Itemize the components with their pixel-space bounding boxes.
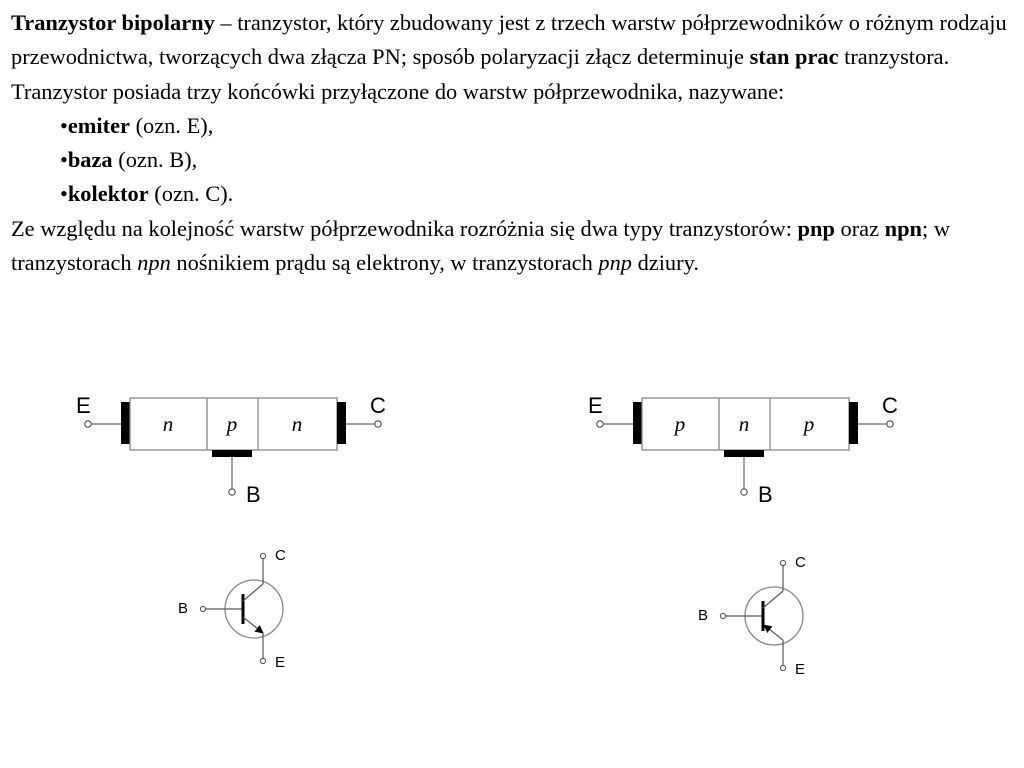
- symbol-collector-label: C: [275, 547, 286, 564]
- symbol-emitter-terminal: [780, 665, 785, 670]
- bullet: •: [60, 112, 68, 138]
- type-npn: npn: [884, 215, 922, 241]
- layer-label: p: [803, 412, 815, 436]
- pnp-structure-diagram: [588, 393, 898, 507]
- symbol-emitter-terminal: [260, 658, 265, 663]
- symbol-collector-terminal: [780, 560, 785, 565]
- terminal-desc: (ozn. B),: [112, 147, 198, 173]
- symbol-base-terminal: [720, 613, 725, 618]
- collector-label: C: [882, 393, 898, 418]
- layer-label: p: [674, 412, 686, 436]
- emitter-label: E: [588, 393, 603, 418]
- base-contact: [724, 450, 764, 457]
- bullet: •: [60, 181, 68, 207]
- layer-label: n: [162, 412, 174, 436]
- emitter-contact: [121, 402, 130, 444]
- base-terminal: [741, 489, 747, 495]
- npn-structure-diagram: [76, 393, 386, 507]
- npn-transistor-symbol: [178, 547, 286, 671]
- emitter-terminal: [85, 421, 91, 427]
- layer-label: n: [738, 412, 750, 436]
- base-label: B: [246, 482, 261, 507]
- type-npn-italic: npn: [137, 250, 171, 276]
- types-text: Ze względu na kolejność warstw półprzewodnika rozróżnia się dwa typy tranzystorów:: [11, 215, 798, 241]
- emitter-terminal: [597, 421, 603, 427]
- terminal-desc: (ozn. C).: [148, 181, 234, 207]
- layer-label: n: [291, 412, 303, 436]
- collector-terminal: [375, 421, 381, 427]
- term-bipolar-transistor: Tranzystor bipolarny: [11, 10, 215, 35]
- symbol-base-label: B: [698, 607, 709, 624]
- symbol-emitter-arrow: [243, 617, 263, 633]
- collector-label: C: [370, 393, 386, 418]
- symbol-collector-label: C: [795, 554, 806, 571]
- terminal-desc: (ozn. E),: [130, 112, 214, 138]
- symbol-collector-line: [763, 591, 783, 608]
- type-pnp-italic: pnp: [598, 250, 632, 276]
- pnp-transistor-symbol: [698, 554, 806, 678]
- types-text: dziury.: [631, 250, 699, 276]
- symbol-emitter-label: E: [795, 661, 806, 678]
- terminal-name: kolektor: [67, 181, 149, 207]
- paragraph-terminals: Tranzystor posiada trzy końcówki przyłączone do warstw półprzewodnika, nazywane:: [11, 78, 785, 104]
- collector-contact: [849, 402, 858, 444]
- term-stan-prac: stan prac: [749, 44, 839, 70]
- terminal-name: baza: [67, 147, 113, 173]
- symbol-base-label: B: [178, 600, 189, 617]
- collector-contact: [337, 402, 346, 444]
- symbol-base-terminal: [200, 606, 205, 611]
- symbol-collector-terminal: [260, 553, 265, 558]
- definition-end: tranzystora.: [838, 44, 950, 70]
- bullet: •: [60, 147, 68, 173]
- layer-label: p: [226, 412, 238, 436]
- type-pnp: pnp: [797, 215, 835, 241]
- emitter-contact: [633, 402, 642, 444]
- symbol-collector-line: [243, 584, 263, 601]
- types-text: nośnikiem prądu są elektrony, w tranzystorach: [170, 250, 599, 276]
- symbol-emitter-arrow: [764, 625, 783, 640]
- symbol-emitter-label: E: [275, 654, 286, 671]
- collector-terminal: [887, 421, 893, 427]
- base-contact: [212, 450, 252, 457]
- definition-text: – tranzystor, który zbudowany jest z trzech warstw półprzewodników o różnym rodzaju przewodnictwa, tworzących dwa złącza PN; sposób polaryzacji złącz determinuje: [11, 10, 1007, 70]
- terminal-name: emiter: [67, 112, 130, 138]
- types-conj: oraz: [834, 215, 885, 241]
- emitter-label: E: [76, 393, 91, 418]
- types-text: ; w tranzystorach: [11, 215, 950, 276]
- base-terminal: [229, 489, 235, 495]
- base-label: B: [758, 482, 773, 507]
